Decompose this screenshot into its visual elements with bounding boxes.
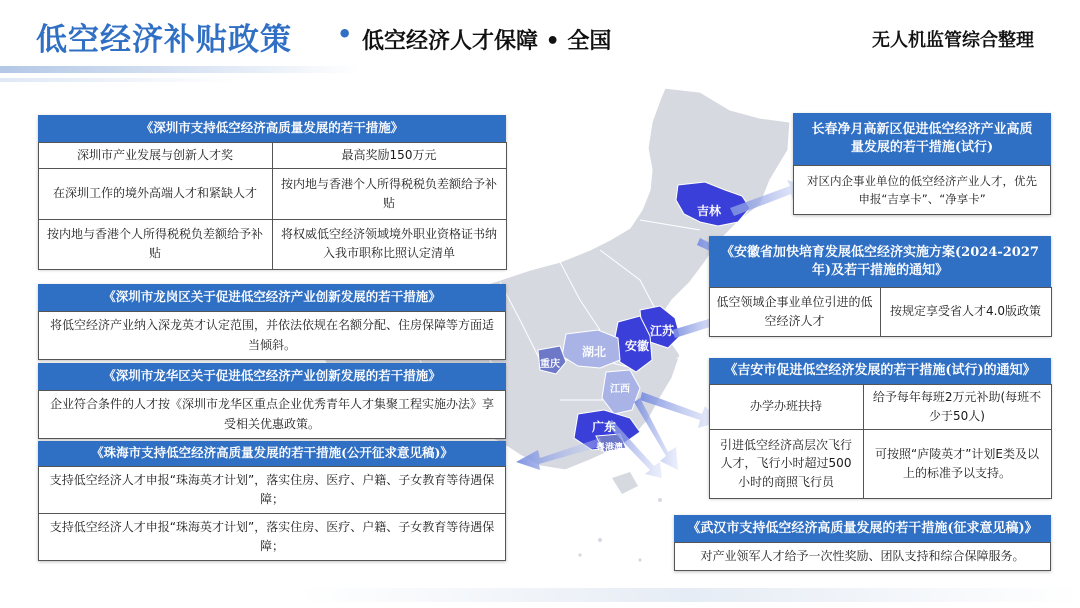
panel-title: 《深圳市龙岗区关于促进低空经济产业创新发展的若干措施》	[38, 284, 506, 311]
panel-title: 《深圳市龙华区关于促进低空经济产业创新发展的若干措施》	[38, 363, 506, 390]
table-cell: 按内地与香港个人所得税税负差额给予补贴	[38, 219, 273, 270]
policy-panel-longgang	[38, 284, 506, 360]
table-cell: 在深圳工作的境外高端人才和紧缺人才	[38, 168, 273, 220]
map-label-jilin: 吉林	[697, 204, 722, 218]
panel-title: 《武汉市支持低空经济高质量发展的若干措施(征求意见稿)》	[674, 515, 1051, 542]
policy-table	[38, 142, 506, 269]
footer-stripe	[300, 588, 1080, 602]
table-cell: 按规定享受省人才4.0版政策	[880, 287, 1052, 337]
panel-row: 支持低空经济人才申报“珠海英才计划”，落实住房、医疗、户籍、子女教育等待遇保障；	[38, 513, 506, 561]
map-label-guangdong: 广东	[592, 420, 617, 434]
panel-text: 对产业领军人才给予一次性奖励、团队支持和综合保障服务。	[674, 542, 1051, 571]
header-stripe-thin	[0, 78, 240, 82]
map-label-chongqing: 重庆	[540, 359, 560, 370]
table-cell: 按内地与香港个人所得税税负差额给予补贴	[272, 168, 507, 220]
table-cell: 可按照“庐陵英才”计划E类及以上的标准予以支持。	[863, 429, 1052, 499]
map-label-shanghai: 上海	[676, 350, 696, 361]
policy-table	[709, 287, 1051, 336]
policy-panel-jian	[709, 358, 1051, 498]
table-cell: 深圳市产业发展与创新人才奖	[38, 142, 273, 169]
header-stripe	[0, 66, 360, 73]
table-cell: 低空领域企事业单位引进的低空经济人才	[709, 287, 881, 337]
panel-text: 企业符合条件的人才按《深圳市龙华区重点企业优秀青年人才集聚工程实施办法》享受相关优惠政策。	[38, 390, 506, 439]
table-cell: 最高奖励150万元	[272, 142, 507, 169]
panel-row: 支持低空经济人才申报“珠海英才计划”，落实住房、医疗、户籍、子女教育等待遇保障；	[38, 466, 506, 514]
map-label-jiangxi: 江西	[610, 384, 630, 395]
policy-panel-longhua	[38, 363, 506, 439]
panel-title: 《安徽省加快培育发展低空经济实施方案(2024-2027年)及若干措施的通知》	[709, 236, 1051, 287]
table-cell: 给予每年每班2万元补助(每班不少于50人)	[863, 384, 1052, 430]
panel-text: 对区内企事业单位的低空经济产业人才，优先申报“吉享卡”、“净享卡”	[793, 165, 1051, 215]
page-subtitle: 低空经济人才保障 • 全国	[362, 29, 612, 54]
panel-title: 长春净月高新区促进低空经济产业高质量发展的若干措施(试行)	[793, 113, 1051, 165]
map-label-hubei: 湖北	[582, 345, 607, 359]
table-cell: 将权威低空经济领域境外职业资格证书纳入我市职称比照认定清单	[272, 219, 507, 270]
policy-panel-anhui	[709, 236, 1051, 336]
panel-text: 将低空经济产业纳入深龙英才认定范围，并依法依规在名额分配、住房保障等方面适当倾斜。	[38, 311, 506, 360]
policy-table	[709, 384, 1051, 498]
panel-title: 《深圳市支持低空经济高质量发展的若干措施》	[38, 115, 506, 142]
table-cell: 办学办班扶持	[709, 384, 864, 430]
policy-panel-zhuhai	[38, 441, 506, 561]
panel-title: 《珠海市支持低空经济高质量发展的若干措施(公开征求意见稿)》	[38, 441, 506, 466]
map-label-jiangsu: 江苏	[650, 324, 675, 338]
map-label-hk: 粤港澳	[596, 443, 624, 453]
policy-panel-shenzhen	[38, 115, 506, 269]
title-separator: •	[337, 20, 353, 48]
policy-panel-wuhan	[674, 515, 1051, 571]
table-cell: 引进低空经济高层次飞行人才，飞行小时超过500小时的商照飞行员	[709, 429, 864, 499]
map-label-anhui: 安徽	[625, 339, 650, 353]
policy-panel-changchun	[793, 113, 1051, 215]
page-title: 低空经济补贴政策	[36, 22, 292, 58]
panel-title: 《吉安市促进低空经济发展的若干措施(试行)的通知》	[709, 358, 1051, 384]
organization-label: 无人机监管综合整理	[872, 30, 1034, 51]
